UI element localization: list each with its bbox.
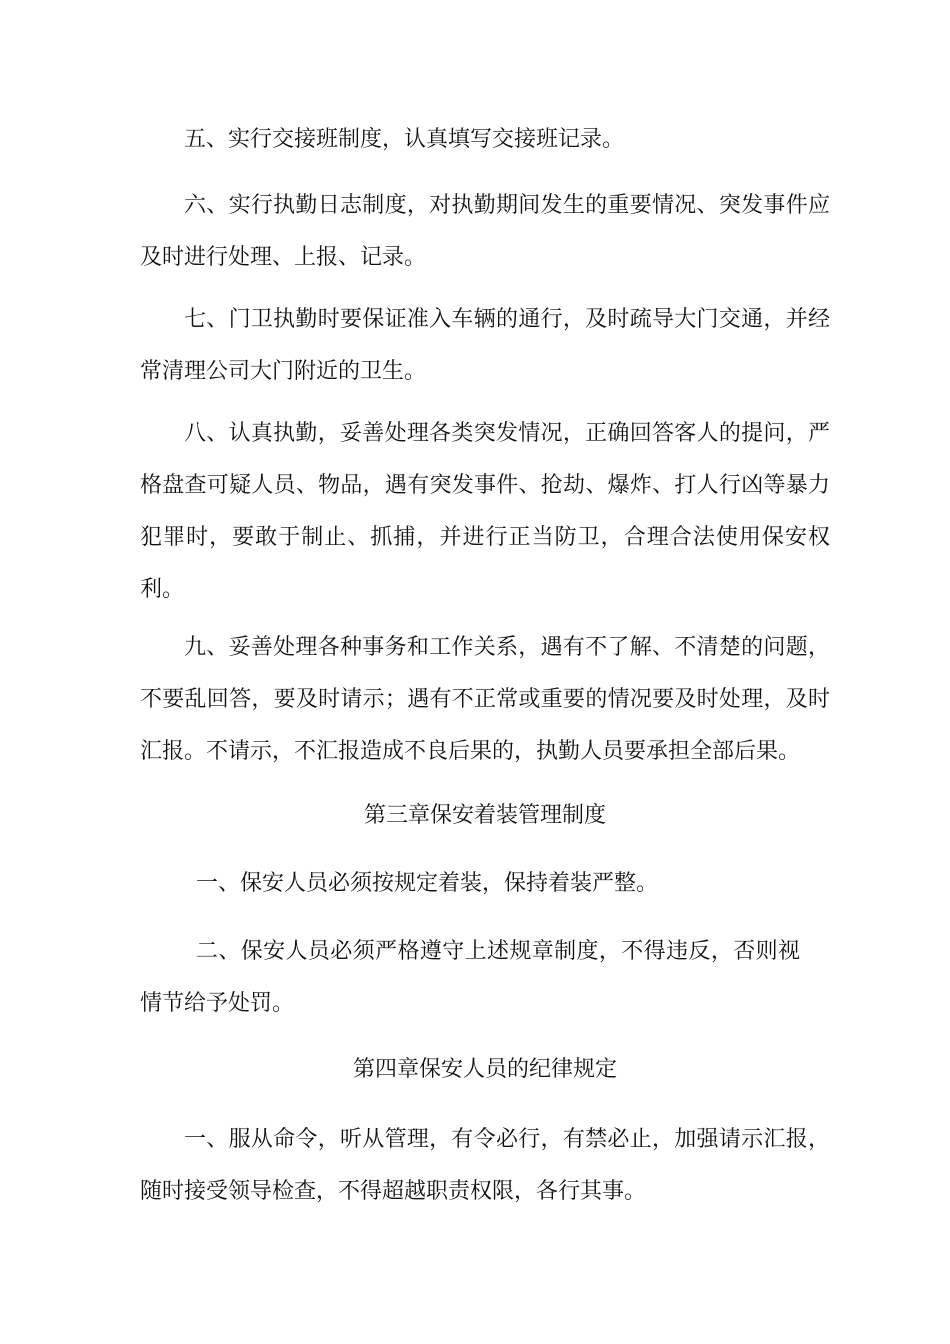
paragraph-8: 八、认真执勤，妥善处理各类突发情况，正确回答客人的提问，严格盘查可疑人员、物品，遇有突发事件、抢劫、爆炸、打人行凶等暴力犯罪时，要敢于制止、抓捕，并进行正当防卫，合理合法使用保安权利。 <box>140 421 830 602</box>
paragraph-7: 七、门卫执勤时要保证准入车辆的通行，及时疏导大门交通，并经常清理公司大门附近的卫生。 <box>140 307 830 384</box>
chapter-3-paragraph-1: 一、保安人员必须按规定着装，保持着装严整。 <box>196 871 659 896</box>
paragraph-5: 五、实行交接班制度，认真填写交接班记录。 <box>184 127 625 152</box>
paragraph-9: 九、妥善处理各种事务和工作关系，遇有不了解、不清楚的问题，不要乱回答，要及时请示；遇有不正常或重要的情况要及时处理，及时汇报。不请示，不汇报造成不良后果的，执勤人员要承担全部后果。 <box>140 635 830 764</box>
chapter-3-title: 第三章保安着装管理制度 <box>363 803 606 828</box>
chapter-4-title: 第四章保安人员的纪律规定 <box>352 1057 617 1082</box>
chapter-4-paragraph-1: 一、服从命令，听从管理，有令必行，有禁必止，加强请示汇报，随时接受领导检查，不得超越职责权限，各行其事。 <box>140 1127 830 1204</box>
chapter-3-paragraph-2: 二、保安人员必须严格遵守上述规章制度，不得违反，否则视情节给予处罚。 <box>140 939 800 1016</box>
paragraph-6: 六、实行执勤日志制度，对执勤期间发生的重要情况、突发事件应及时进行处理、上报、记录。 <box>140 193 830 270</box>
